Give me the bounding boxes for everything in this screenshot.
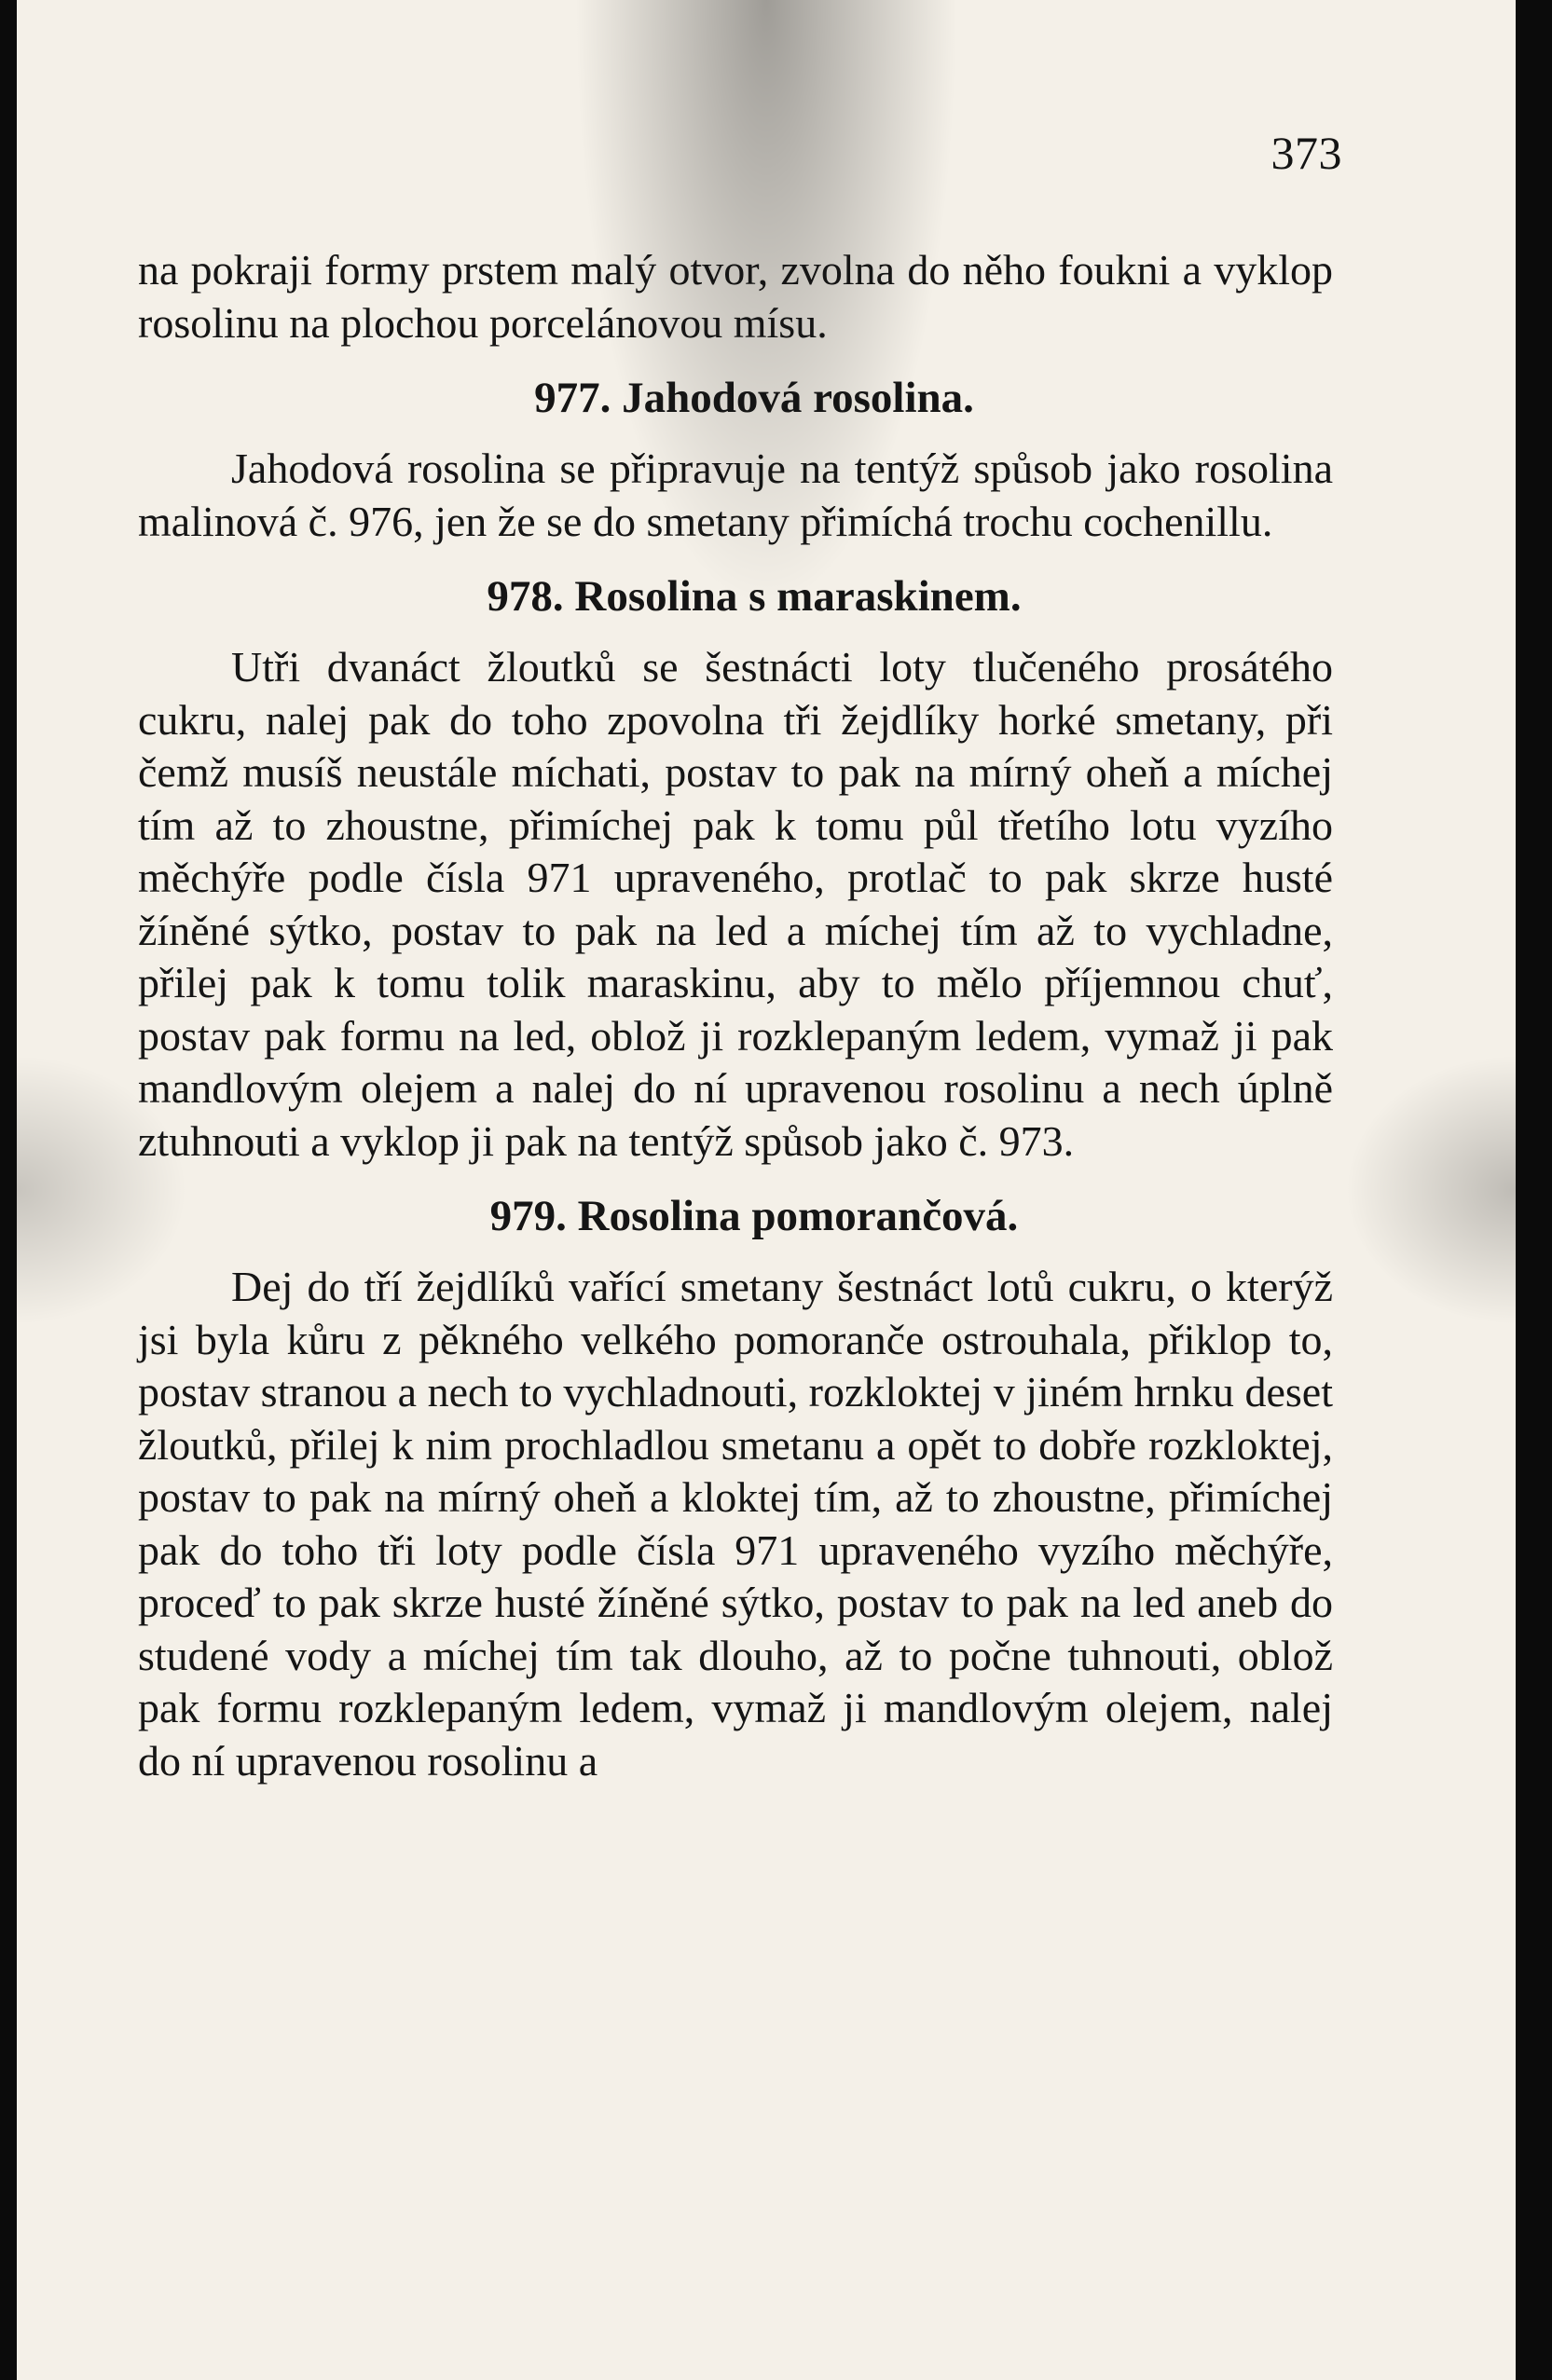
intro-paragraph: na pokraji formy prstem malý otvor, zvolna do něho foukni a vyklop rosolinu na plochou porcelánovou mísu. [138, 246, 1333, 347]
recipe-heading: 978. Rosolina s maraskinem. [487, 572, 1022, 621]
recipe-977 [138, 372, 1333, 548]
page-number: 373 [1270, 127, 1342, 179]
book-page [17, 0, 1516, 2380]
recipe-body: Jahodová rosolina se připravuje na tentýž spůsob jako rosolina malinová č. 976, jen že se do smetany přimíchá trochu cochenillu. [138, 445, 1333, 545]
recipe-979 [138, 1190, 1333, 1787]
recipe-heading: 977. Jahodová rosolina. [534, 374, 974, 422]
page-content [138, 244, 1333, 1787]
recipe-body: Dej do tří žejdlíků vařící smetany šestnáct lotů cukru, o kterýž jsi byla kůru z pěkného velkého pomoranče ostrouhala, přiklop to, postav stranou a nech to vychladnouti, rozkloktej v jiném hrnku deset žloutků, přilej k nim prochladlou smetanu a opět to dobře rozkloktej, postav to pak na mírný oheň a kloktej tím, až to zhoustne, přimíchej pak do toho tři loty podle čísla 971 upraveného vyzího měchýře, proceď to pak skrze husté žíněné sýtko, postav to pak na led aneb do studené vody a míchej tím tak dlouho, až to počne tuhnouti, oblož pak formu rozklepaným ledem, vymaž ji mandlovým olejem, nalej do ní upravenou rosolinu a [138, 1263, 1333, 1785]
recipe-body: Utři dvanáct žloutků se šestnácti loty tlučeného prosátého cukru, nalej pak do toho zpovolna tři žejdlíky horké smetany, při čemž musíš neustále míchati, postav to pak na mírný oheň a míchej tím až to zhoustne, přimíchej pak k tomu půl třetího lotu vyzího měchýře podle čísla 971 upraveného, protlač to pak skrze husté žíněné sýtko, postav to pak na led a míchej tím až to vychladne, přilej pak k tomu tolik maraskinu, aby to mělo příjemnou chuť, postav pak formu na led, oblož ji rozklepaným ledem, vymaž ji pak mandlovým olejem a nalej do ní upravenou rosolinu a nech úplně ztuhnouti a vyklop ji pak na tentýž spůsob jako č. 973. [138, 643, 1333, 1165]
recipe-heading: 979. Rosolina pomorančová. [489, 1192, 1019, 1240]
recipe-978 [138, 570, 1333, 1168]
